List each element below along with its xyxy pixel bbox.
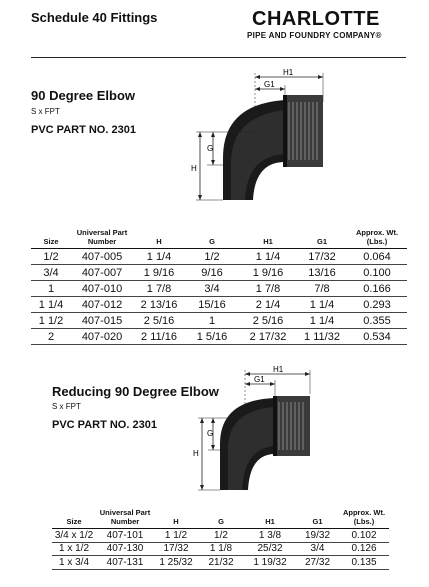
table-row bbox=[31, 297, 407, 313]
table-row bbox=[31, 313, 407, 329]
cell: 0.135 bbox=[339, 556, 389, 570]
dim-h-label: H bbox=[191, 164, 197, 173]
table-row bbox=[31, 249, 407, 265]
cell: 407-130 bbox=[96, 542, 154, 556]
cell: 9/16 bbox=[185, 265, 239, 281]
cell: 1/2 bbox=[185, 249, 239, 265]
cell: 0.166 bbox=[347, 281, 407, 297]
cell: 0.126 bbox=[339, 542, 389, 556]
col-header: H1 bbox=[244, 508, 296, 529]
table-row bbox=[52, 529, 389, 543]
cell: 3/4 bbox=[296, 542, 339, 556]
cell: 0.355 bbox=[347, 313, 407, 329]
cell: 1 9/16 bbox=[239, 265, 297, 281]
col-header: Universal Part Number bbox=[96, 508, 154, 529]
col-header: G bbox=[185, 228, 239, 249]
cell: 17/32 bbox=[297, 249, 347, 265]
col-header: Approx. Wt. (Lbs.) bbox=[347, 228, 407, 249]
dim-g1-label: G1 bbox=[264, 80, 275, 89]
dim-h1-label: H1 bbox=[273, 365, 284, 374]
brand-tagline: PIPE AND FOUNDRY COMPANY® bbox=[247, 31, 382, 40]
cell: 1 11/32 bbox=[297, 329, 347, 345]
header-divider bbox=[31, 57, 406, 58]
col-header: G1 bbox=[297, 228, 347, 249]
table-header-row bbox=[31, 228, 407, 249]
col-header: H bbox=[154, 508, 198, 529]
cell: 17/32 bbox=[154, 542, 198, 556]
cell: 1 bbox=[185, 313, 239, 329]
table-row bbox=[52, 542, 389, 556]
cell: 2 1/4 bbox=[239, 297, 297, 313]
cell: 1 1/2 bbox=[31, 313, 71, 329]
cell: 407-012 bbox=[71, 297, 133, 313]
dim-h1-label: H1 bbox=[283, 68, 294, 77]
dim-g1-label: G1 bbox=[254, 375, 265, 384]
cell: 1 1/4 bbox=[133, 249, 185, 265]
col-header: H1 bbox=[239, 228, 297, 249]
cell: 407-007 bbox=[71, 265, 133, 281]
cell: 1 7/8 bbox=[239, 281, 297, 297]
reducing-elbow-diagram bbox=[190, 362, 330, 497]
col-header: H bbox=[133, 228, 185, 249]
cell: 1/2 bbox=[198, 529, 244, 543]
elbow-spec-table bbox=[31, 228, 407, 345]
cell: 21/32 bbox=[198, 556, 244, 570]
cell: 1 1/2 bbox=[154, 529, 198, 543]
section1-subtitle: S x FPT bbox=[31, 107, 60, 116]
cell: 407-015 bbox=[71, 313, 133, 329]
section2-part-number: PVC PART NO. 2301 bbox=[52, 419, 157, 431]
cell: 1 1/4 bbox=[31, 297, 71, 313]
cell: 407-005 bbox=[71, 249, 133, 265]
table-header-row bbox=[52, 508, 389, 529]
cell: 407-010 bbox=[71, 281, 133, 297]
cell: 407-101 bbox=[96, 529, 154, 543]
cell: 7/8 bbox=[297, 281, 347, 297]
brand-logo: CHARLOTTE bbox=[252, 8, 380, 30]
cell: 1 9/16 bbox=[133, 265, 185, 281]
col-header: Approx. Wt. (Lbs.) bbox=[339, 508, 389, 529]
cell: 1 1/4 bbox=[297, 297, 347, 313]
page-title: Schedule 40 Fittings bbox=[31, 10, 158, 25]
cell: 13/16 bbox=[297, 265, 347, 281]
elbow-diagram bbox=[185, 62, 335, 212]
col-header: Size bbox=[52, 508, 96, 529]
cell: 0.102 bbox=[339, 529, 389, 543]
cell: 0.064 bbox=[347, 249, 407, 265]
cell: 3/4 bbox=[31, 265, 71, 281]
reducing-elbow-spec-table bbox=[52, 508, 389, 570]
cell: 2 11/16 bbox=[133, 329, 185, 345]
col-header: Size bbox=[31, 228, 71, 249]
section2-subtitle: S x FPT bbox=[52, 402, 81, 411]
table-row bbox=[31, 329, 407, 345]
dim-g-label: G bbox=[207, 429, 214, 438]
cell: 2 13/16 bbox=[133, 297, 185, 313]
cell: 15/16 bbox=[185, 297, 239, 313]
cell: 0.534 bbox=[347, 329, 407, 345]
cell: 2 bbox=[31, 329, 71, 345]
cell: 3/4 x 1/2 bbox=[52, 529, 96, 543]
col-header: G bbox=[198, 508, 244, 529]
dim-h-label: H bbox=[193, 449, 199, 458]
cell: 19/32 bbox=[296, 529, 339, 543]
cell: 1 1/4 bbox=[239, 249, 297, 265]
cell: 2 5/16 bbox=[133, 313, 185, 329]
table-row bbox=[52, 556, 389, 570]
cell: 1/2 bbox=[31, 249, 71, 265]
section2-title: Reducing 90 Degree Elbow bbox=[52, 384, 219, 399]
cell: 25/32 bbox=[244, 542, 296, 556]
section1-part-number: PVC PART NO. 2301 bbox=[31, 124, 136, 136]
cell: 1 1/8 bbox=[198, 542, 244, 556]
dim-g-label: G bbox=[207, 144, 214, 153]
col-header: Universal Part Number bbox=[71, 228, 133, 249]
cell: 1 x 1/2 bbox=[52, 542, 96, 556]
cell: 1 25/32 bbox=[154, 556, 198, 570]
cell: 1 3/8 bbox=[244, 529, 296, 543]
cell: 1 19/32 bbox=[244, 556, 296, 570]
cell: 0.100 bbox=[347, 265, 407, 281]
table-row bbox=[31, 281, 407, 297]
table-row bbox=[31, 265, 407, 281]
cell: 2 17/32 bbox=[239, 329, 297, 345]
cell: 2 5/16 bbox=[239, 313, 297, 329]
cell: 1 7/8 bbox=[133, 281, 185, 297]
cell: 1 bbox=[31, 281, 71, 297]
cell: 407-131 bbox=[96, 556, 154, 570]
cell: 1 5/16 bbox=[185, 329, 239, 345]
section1-title: 90 Degree Elbow bbox=[31, 88, 136, 103]
cell: 1 1/4 bbox=[297, 313, 347, 329]
cell: 27/32 bbox=[296, 556, 339, 570]
cell: 407-020 bbox=[71, 329, 133, 345]
col-header: G1 bbox=[296, 508, 339, 529]
cell: 0.293 bbox=[347, 297, 407, 313]
cell: 3/4 bbox=[185, 281, 239, 297]
cell: 1 x 3/4 bbox=[52, 556, 96, 570]
